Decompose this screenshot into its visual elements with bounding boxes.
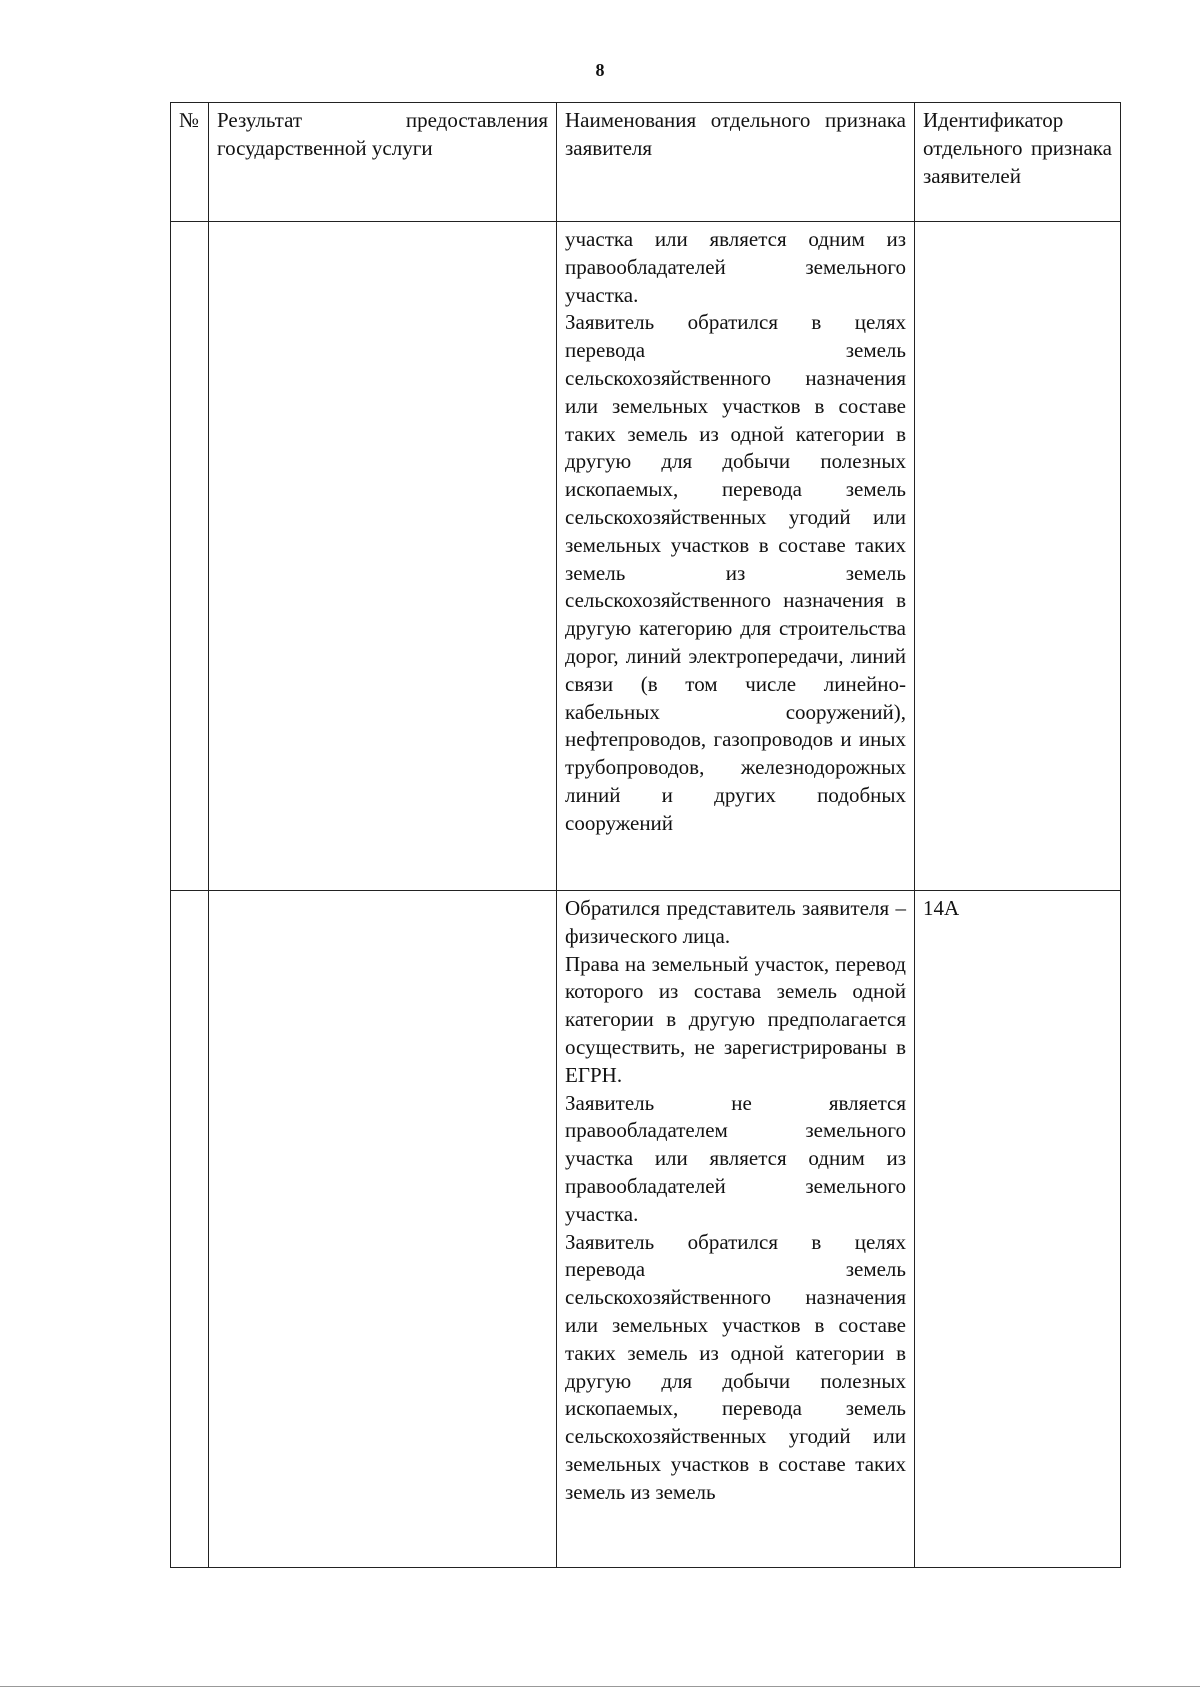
paragraph: Заявитель не является правообладателем земельного участка или является одним из правообладателей земельного участка. [565,1090,906,1226]
page-number: 8 [595,60,605,80]
paragraph: Обратился представитель заявителя – физического лица. [565,896,906,948]
cell-identifier [915,222,1121,891]
paragraph: Заявитель обратился в целях перевода земель сельскохозяйственного назначения или земельных участков в составе таких земель из одной категории в другую для добычи полезных ископаемых, перевода земель сельскохозяйственных угодий или земельных участков в составе таких земель из земель сельскохозяйственного назначения в другую категорию для строительства дорог, линий электропередачи, линий связи (в том числе линейно-кабельных сооружений), нефтепроводов, газопроводов и иных трубопроводов, железнодорожных линий и других подобных сооружений [565,310,906,835]
header-attribute-name: Наименования отдельного признака заявителя [557,103,915,222]
cell-number [171,891,209,1568]
cell-attribute-name [557,891,915,1568]
paragraph: Заявитель обратился в целях перевода земель сельскохозяйственного назначения или земельных участков в составе таких земель из одной категории в другую для добычи полезных ископаемых, перевода земель сельскохозяйственных угодий или земельных участков в составе таких земель из земель [565,1229,906,1504]
paragraph: участка или является одним из правообладателей земельного участка. [565,227,906,307]
cell-number [171,222,209,891]
cell-result [209,891,557,1568]
applicant-attributes-table [170,102,1121,1568]
cell-attribute-name [557,222,915,891]
table-row [171,222,1121,891]
header-number: № [171,103,209,222]
cell-result [209,222,557,891]
table-header-row [171,103,1121,222]
cell-identifier: 14А [915,891,1121,1568]
table-row [171,891,1121,1568]
header-result: Результат предоставления государственной услуги [209,103,557,222]
header-identifier: Идентификатор отдельного признака заявителей [915,103,1121,222]
page-bottom-rule [0,1686,1200,1687]
paragraph: Права на земельный участок, перевод которого из состава земель одной категории в другую предполагается осуществить, не зарегистрированы в ЕГРН. [565,951,906,1087]
